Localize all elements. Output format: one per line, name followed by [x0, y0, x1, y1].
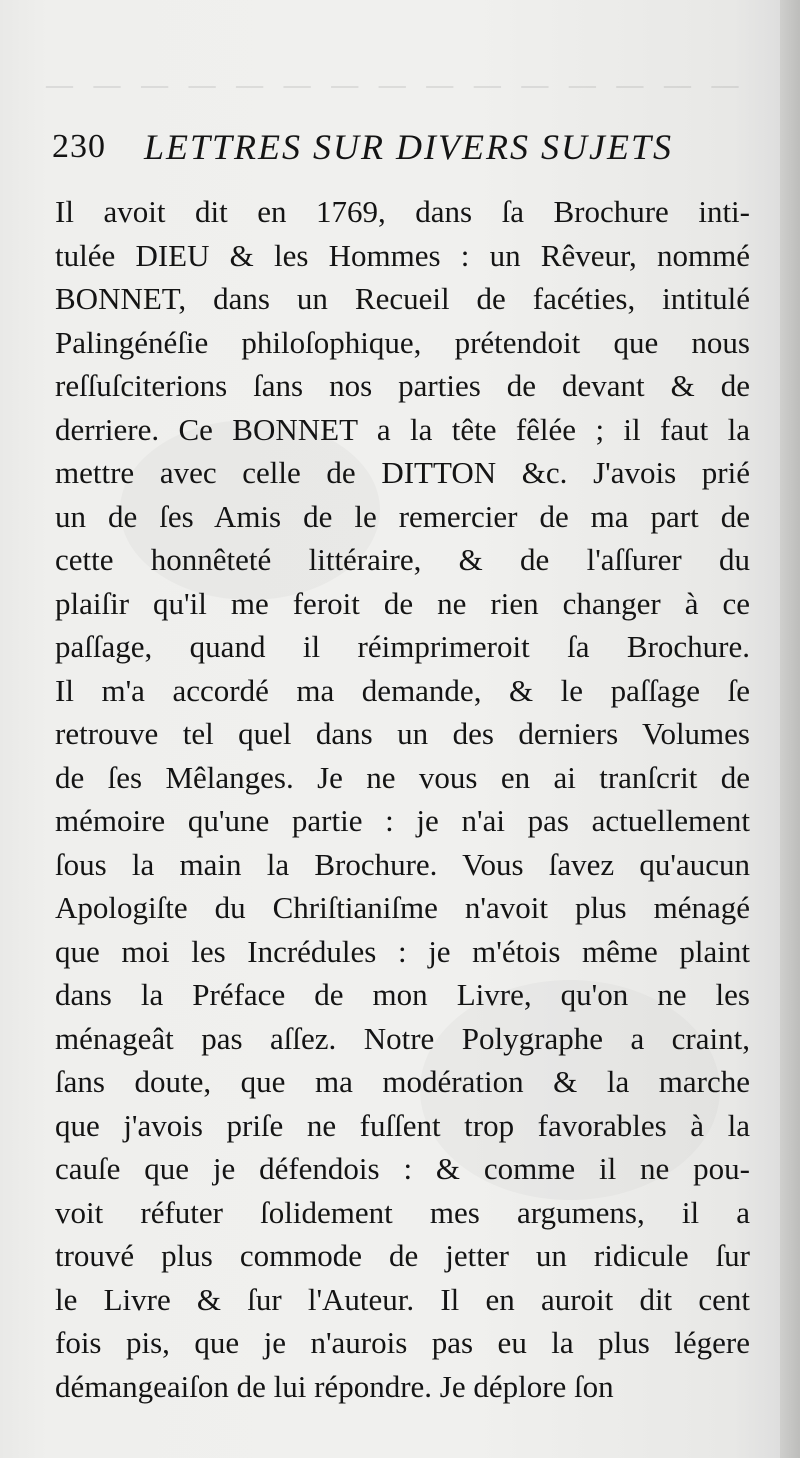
text-line: tulée DIEU & les Hommes : un Rêveur, nommé	[55, 237, 750, 273]
body-text	[55, 190, 750, 1408]
running-title: LETTRES SUR DIVERS SUJETS	[144, 127, 673, 167]
text-line: voit réfuter ſolidement mes argumens, il a	[55, 1194, 750, 1230]
text-line: de ſes Mêlanges. Je ne vous en ai tranſcrit de	[55, 759, 750, 795]
text-line: plaiſir qu'il me feroit de ne rien changer à ce	[55, 585, 750, 621]
page-edge	[780, 0, 800, 1458]
text-line: mémoire qu'une partie : je n'ai pas actuellement	[55, 803, 750, 838]
text-line: Il avoit dit en 1769, dans ſa Brochure inti-	[55, 194, 750, 229]
text-line: derriere. Ce BONNET a la tête fêlée ; il faut la	[55, 411, 750, 447]
text-line: le Livre & ſur l'Auteur. Il en auroit dit cent	[55, 1281, 750, 1317]
text-line: cette honnêteté littéraire, & de l'aſſurer du	[55, 542, 750, 577]
page-header	[52, 126, 742, 176]
text-line: fois pis, que je n'aurois pas eu la plus légere	[55, 1325, 750, 1360]
text-line: un de ſes Amis de le remercier de ma part de	[55, 498, 750, 534]
text-line: mettre avec celle de DITTON &c. J'avois prié	[55, 455, 750, 490]
text-line: dans la Préface de mon Livre, qu'on ne les	[55, 977, 750, 1012]
text-line: paſſage, quand il réimprimeroit ſa Brochure.	[55, 629, 750, 664]
text-line: que moi les Incrédules : je m'étois même plaint	[55, 933, 750, 969]
text-line: démangeaiſon de lui répondre. Je déplore ſon	[55, 1368, 614, 1404]
text-line: retrouve tel quel dans un des derniers Volumes	[55, 716, 750, 751]
text-line: reſſuſciterions ſans nos parties de devant & de	[55, 368, 750, 403]
text-line: Palingénéſie philoſophique, prétendoit que nous	[55, 324, 750, 360]
text-line: ſous la main la Brochure. Vous ſavez qu'aucun	[55, 846, 750, 882]
text-line: BONNET, dans un Recueil de facéties, intitulé	[55, 281, 750, 316]
text-line: ménageât pas aſſez. Notre Polygraphe a craint,	[55, 1020, 750, 1056]
text-line: cauſe que je défendois : & comme il ne pou-	[55, 1151, 750, 1186]
show-through-text: — — — — — — — — — — — — — — —	[40, 68, 740, 103]
text-line: Il m'a accordé ma demande, & le paſſage ſe	[55, 672, 750, 708]
text-line: ſans doute, que ma modération & la marche	[55, 1064, 750, 1099]
text-line: Apologiſte du Chriſtianiſme n'avoit plus ménagé	[55, 890, 750, 925]
page-number: 230	[52, 128, 106, 165]
text-line: que j'avois priſe ne fuſſent trop favorables à la	[55, 1107, 750, 1143]
text-line: trouvé plus commode de jetter un ridicule ſur	[55, 1238, 750, 1273]
